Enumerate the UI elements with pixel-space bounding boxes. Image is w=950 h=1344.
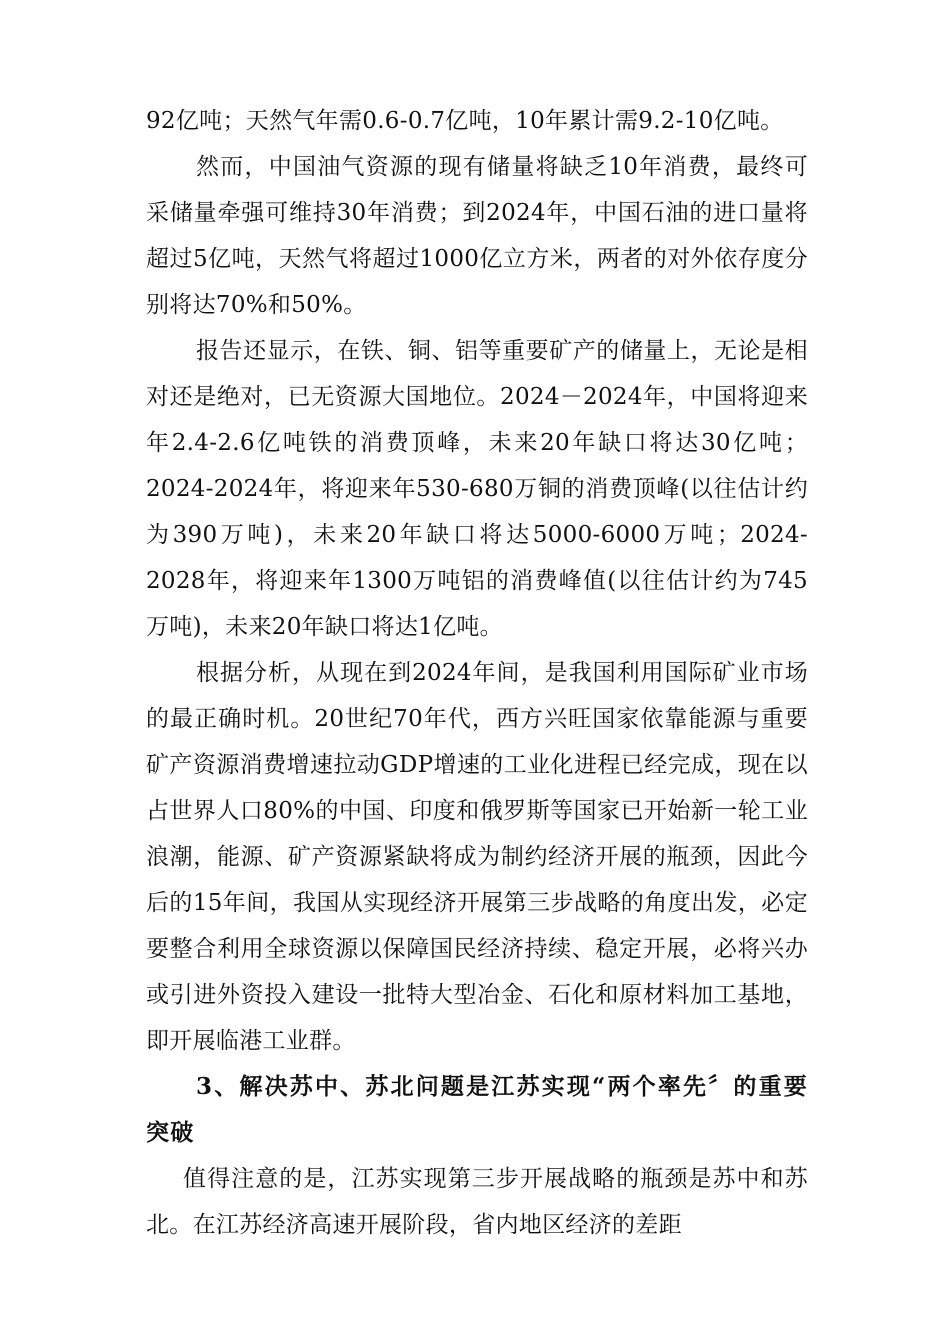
paragraph-continued: 92亿吨；天然气年需0.6-0.7亿吨，10年累计需9.2-10亿吨。 [146,108,784,134]
paragraph-oil-gas-reserves: 然而，中国油气资源的现有储量将缺乏10年消费，最终可采储量牵强可维持30年消费；到2024年，中国石油的进口量将超过5亿吨，天然气将超过1000亿立方米，两者的对外依存度分别将达70%和50%。 [146,154,808,318]
paragraph-mineral-reserves: 报告还显示，在铁、铜、铝等重要矿产的储量上，无论是相对还是绝对，已无资源大国地位。2024－2024年，中国将迎来年2.4-2.6亿吨铁的消费顶峰，未来20年缺口将达30亿吨；2024-2024年，将迎来年530-680万铜的消费顶峰(以往估计约为390万吨)，未来20年缺口将达5000-6000万吨；2024-2028年，将迎来年1300万吨铝的消费峰值(以往估计约为745万吨)，未来20年缺口将达1亿吨。 [146,338,808,640]
paragraph-analysis: 根据分析，从现在到2024年间，是我国利用国际矿业市场的最正确时机。20世纪70年代，西方兴旺国家依靠能源与重要矿产资源消费增速拉动GDP增速的工业化进程已经完成，现在以占世界人口80%的中国、印度和俄罗斯等国家已开始新一轮工业浪潮，能源、矿产资源紧缺将成为制约经济开展的瓶颈，因此今后的15年间，我国从实现经济开展第三步战略的角度出发，必定要整合利用全球资源以保障国民经济持续、稳定开展，必将兴办或引进外资投入建设一批特大型冶金、石化和原材料加工基地，即开展临港工业群。 [146,660,808,1054]
paragraph-jiangsu: 值得注意的是，江苏实现第三步开展战略的瓶颈是苏中和苏北。在江苏经济高速开展阶段，省内地区经济的差距 [146,1166,808,1238]
section-heading: 3、解决苏中、苏北问题是江苏实现“两个率先〞的重要突破 [146,1073,808,1146]
document-page [146,98,808,1248]
